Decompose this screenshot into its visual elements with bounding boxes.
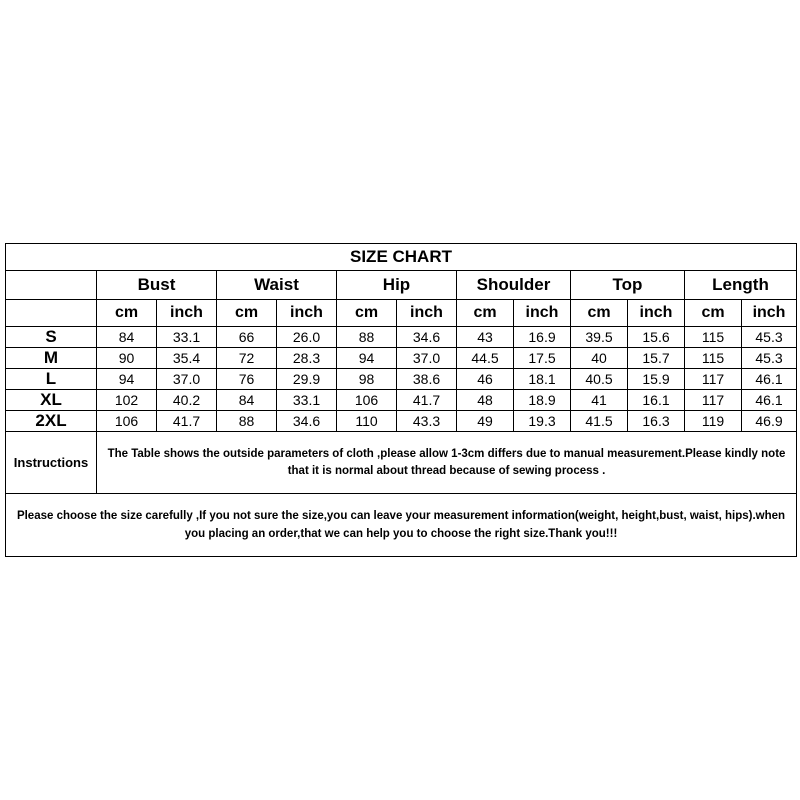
measurement-cell: 15.9: [628, 369, 685, 390]
unit-header-cm: cm: [457, 300, 514, 327]
size-label: 2XL: [6, 411, 97, 432]
instructions-text: The Table shows the outside parameters of cloth ,please allow 1-3cm differs due to manual measurement.Please kindly note that it is normal about thread because of sewing process .: [97, 432, 797, 494]
measurement-cell: 119: [685, 411, 742, 432]
measurement-cell: 19.3: [514, 411, 571, 432]
measurement-cell: 46: [457, 369, 514, 390]
unit-header-inch: inch: [742, 300, 797, 327]
measurement-cell: 26.0: [277, 327, 337, 348]
table-row: [6, 327, 797, 348]
size-label: XL: [6, 390, 97, 411]
measurement-cell: 48: [457, 390, 514, 411]
measurement-cell: 39.5: [571, 327, 628, 348]
measurement-cell: 40: [571, 348, 628, 369]
measurement-cell: 45.3: [742, 348, 797, 369]
unit-header-row: [6, 300, 797, 327]
measurement-cell: 41.7: [397, 390, 457, 411]
measurement-cell: 66: [217, 327, 277, 348]
measurement-cell: 88: [217, 411, 277, 432]
measurement-cell: 41: [571, 390, 628, 411]
unit-header-inch: inch: [157, 300, 217, 327]
measurement-cell: 46.9: [742, 411, 797, 432]
measurement-cell: 16.9: [514, 327, 571, 348]
measurement-cell: 106: [337, 390, 397, 411]
group-header-shoulder: Shoulder: [457, 271, 571, 300]
measurement-cell: 102: [97, 390, 157, 411]
measurement-cell: 84: [217, 390, 277, 411]
measurement-cell: 33.1: [277, 390, 337, 411]
measurement-cell: 72: [217, 348, 277, 369]
unit-header-inch: inch: [628, 300, 685, 327]
measurement-cell: 34.6: [277, 411, 337, 432]
measurement-cell: 38.6: [397, 369, 457, 390]
measurement-cell: 43.3: [397, 411, 457, 432]
unit-header-inch: inch: [277, 300, 337, 327]
measurement-cell: 16.1: [628, 390, 685, 411]
measurement-cell: 94: [97, 369, 157, 390]
table-row: [6, 369, 797, 390]
measurement-cell: 46.1: [742, 390, 797, 411]
measurement-cell: 117: [685, 390, 742, 411]
measurement-cell: 46.1: [742, 369, 797, 390]
measurement-cell: 41.5: [571, 411, 628, 432]
measurement-cell: 37.0: [397, 348, 457, 369]
measurement-cell: 115: [685, 327, 742, 348]
size-label: M: [6, 348, 97, 369]
table-row: [6, 348, 797, 369]
measurement-cell: 84: [97, 327, 157, 348]
measurement-cell: 117: [685, 369, 742, 390]
group-header-top: Top: [571, 271, 685, 300]
measurement-cell: 40.2: [157, 390, 217, 411]
measurement-cell: 45.3: [742, 327, 797, 348]
measurement-cell: 76: [217, 369, 277, 390]
corner-cell: [6, 271, 97, 300]
measurement-cell: 34.6: [397, 327, 457, 348]
measurement-cell: 88: [337, 327, 397, 348]
measurement-cell: 43: [457, 327, 514, 348]
measurement-cell: 15.6: [628, 327, 685, 348]
unit-header-cm: cm: [571, 300, 628, 327]
table-row: [6, 390, 797, 411]
unit-header-cm: cm: [685, 300, 742, 327]
measurement-cell: 49: [457, 411, 514, 432]
measurement-cell: 18.1: [514, 369, 571, 390]
measurement-cell: 98: [337, 369, 397, 390]
group-header-hip: Hip: [337, 271, 457, 300]
size-label: S: [6, 327, 97, 348]
measurement-cell: 18.9: [514, 390, 571, 411]
unit-header-cm: cm: [337, 300, 397, 327]
measurement-cell: 94: [337, 348, 397, 369]
unit-header-inch: inch: [514, 300, 571, 327]
corner-cell: [6, 300, 97, 327]
measurement-cell: 115: [685, 348, 742, 369]
measurement-group-row: [6, 271, 797, 300]
notice-row: [6, 494, 797, 557]
group-header-waist: Waist: [217, 271, 337, 300]
unit-header-cm: cm: [217, 300, 277, 327]
group-header-bust: Bust: [97, 271, 217, 300]
measurement-cell: 110: [337, 411, 397, 432]
instructions-row: [6, 432, 797, 494]
table-title: SIZE CHART: [6, 244, 797, 271]
size-label: L: [6, 369, 97, 390]
measurement-cell: 90: [97, 348, 157, 369]
measurement-cell: 16.3: [628, 411, 685, 432]
measurement-cell: 29.9: [277, 369, 337, 390]
unit-header-inch: inch: [397, 300, 457, 327]
measurement-cell: 44.5: [457, 348, 514, 369]
table-row: [6, 411, 797, 432]
measurement-cell: 33.1: [157, 327, 217, 348]
unit-header-cm: cm: [97, 300, 157, 327]
group-header-length: Length: [685, 271, 797, 300]
size-chart-table: [5, 243, 797, 557]
measurement-cell: 37.0: [157, 369, 217, 390]
measurement-cell: 41.7: [157, 411, 217, 432]
measurement-cell: 106: [97, 411, 157, 432]
measurement-cell: 40.5: [571, 369, 628, 390]
size-notice: Please choose the size carefully ,If you not sure the size,you can leave your measurement information(weight, height,bust, waist, hips).when you placing an order,that we can help you to choose the right size.Thank you!!!: [6, 494, 797, 557]
measurement-cell: 15.7: [628, 348, 685, 369]
instructions-label: Instructions: [6, 432, 97, 494]
measurement-cell: 17.5: [514, 348, 571, 369]
measurement-cell: 28.3: [277, 348, 337, 369]
measurement-cell: 35.4: [157, 348, 217, 369]
